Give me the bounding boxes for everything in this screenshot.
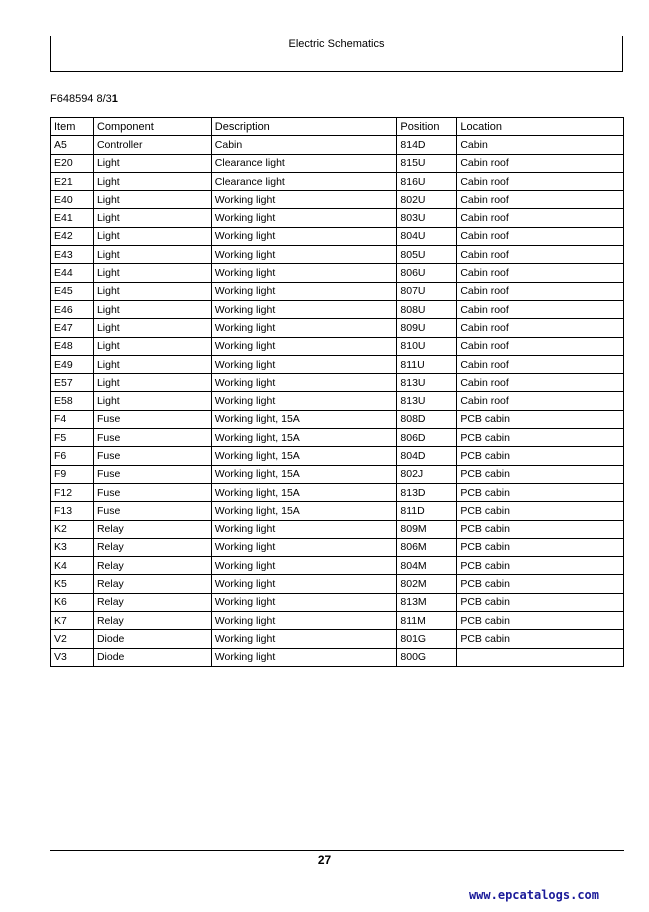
- component-cell: Fuse: [93, 483, 211, 501]
- item-cell: E46: [51, 300, 94, 318]
- table-row: [51, 337, 624, 355]
- table-row: [51, 300, 624, 318]
- position-cell: 809M: [397, 520, 457, 538]
- location-cell: Cabin roof: [457, 209, 624, 227]
- location-cell: [457, 648, 624, 666]
- location-cell: PCB cabin: [457, 557, 624, 575]
- location-cell: PCB cabin: [457, 630, 624, 648]
- location-cell: Cabin roof: [457, 319, 624, 337]
- component-cell: Fuse: [93, 502, 211, 520]
- location-cell: Cabin: [457, 136, 624, 154]
- component-cell: Light: [93, 227, 211, 245]
- component-cell: Controller: [93, 136, 211, 154]
- table-row: [51, 557, 624, 575]
- description-cell: Working light: [211, 593, 397, 611]
- location-cell: PCB cabin: [457, 520, 624, 538]
- document-code: F648594 8/3: [50, 93, 112, 105]
- location-cell: PCB cabin: [457, 429, 624, 447]
- item-cell: F4: [51, 410, 94, 428]
- position-cell: 808D: [397, 410, 457, 428]
- item-cell: E41: [51, 209, 94, 227]
- component-cell: Relay: [93, 520, 211, 538]
- position-cell: 811U: [397, 355, 457, 373]
- column-header-item: Item: [51, 118, 94, 136]
- description-cell: Working light, 15A: [211, 447, 397, 465]
- component-cell: Relay: [93, 612, 211, 630]
- location-cell: Cabin roof: [457, 355, 624, 373]
- table-row: [51, 429, 624, 447]
- position-cell: 806U: [397, 264, 457, 282]
- component-cell: Fuse: [93, 447, 211, 465]
- column-header-component: Component: [93, 118, 211, 136]
- component-cell: Light: [93, 392, 211, 410]
- description-cell: Clearance light: [211, 154, 397, 172]
- item-cell: E44: [51, 264, 94, 282]
- item-cell: K2: [51, 520, 94, 538]
- description-cell: Working light: [211, 282, 397, 300]
- footer-divider: [50, 850, 624, 851]
- description-cell: Working light: [211, 575, 397, 593]
- table-row: [51, 154, 624, 172]
- table-row: [51, 355, 624, 373]
- description-cell: Cabin: [211, 136, 397, 154]
- description-cell: Working light: [211, 374, 397, 392]
- description-cell: Working light: [211, 319, 397, 337]
- document-reference: [50, 93, 118, 105]
- component-cell: Light: [93, 319, 211, 337]
- description-cell: Working light: [211, 538, 397, 556]
- description-cell: Working light: [211, 337, 397, 355]
- component-cell: Light: [93, 154, 211, 172]
- location-cell: PCB cabin: [457, 593, 624, 611]
- table-body: [51, 136, 624, 667]
- position-cell: 813M: [397, 593, 457, 611]
- component-cell: Light: [93, 374, 211, 392]
- description-cell: Working light: [211, 246, 397, 264]
- watermark: www.epcatalogs.com: [468, 888, 599, 902]
- table-row: [51, 319, 624, 337]
- table-row: [51, 520, 624, 538]
- position-cell: 809U: [397, 319, 457, 337]
- position-cell: 804M: [397, 557, 457, 575]
- location-cell: PCB cabin: [457, 612, 624, 630]
- component-cell: Relay: [93, 557, 211, 575]
- component-cell: Fuse: [93, 429, 211, 447]
- location-cell: Cabin roof: [457, 172, 624, 190]
- description-cell: Working light: [211, 227, 397, 245]
- item-cell: F12: [51, 483, 94, 501]
- description-cell: Working light: [211, 355, 397, 373]
- item-cell: F13: [51, 502, 94, 520]
- location-cell: PCB cabin: [457, 502, 624, 520]
- component-cell: Light: [93, 264, 211, 282]
- component-cell: Light: [93, 337, 211, 355]
- table-row: [51, 209, 624, 227]
- location-cell: Cabin roof: [457, 191, 624, 209]
- component-cell: Fuse: [93, 410, 211, 428]
- table-row: [51, 612, 624, 630]
- description-cell: Working light: [211, 191, 397, 209]
- position-cell: 806D: [397, 429, 457, 447]
- description-cell: Working light, 15A: [211, 429, 397, 447]
- component-cell: Light: [93, 282, 211, 300]
- position-cell: 816U: [397, 172, 457, 190]
- position-cell: 801G: [397, 630, 457, 648]
- item-cell: K4: [51, 557, 94, 575]
- component-cell: Fuse: [93, 465, 211, 483]
- document-code-suffix: 1: [111, 93, 118, 105]
- item-cell: F5: [51, 429, 94, 447]
- column-header-position: Position: [397, 118, 457, 136]
- table-row: [51, 191, 624, 209]
- location-cell: Cabin roof: [457, 227, 624, 245]
- location-cell: Cabin roof: [457, 154, 624, 172]
- components-table: [50, 117, 624, 667]
- item-cell: E49: [51, 355, 94, 373]
- location-cell: Cabin roof: [457, 300, 624, 318]
- item-cell: F6: [51, 447, 94, 465]
- table-row: [51, 593, 624, 611]
- table-row: [51, 483, 624, 501]
- location-cell: PCB cabin: [457, 538, 624, 556]
- table-row: [51, 374, 624, 392]
- page-header: [50, 36, 623, 72]
- item-cell: K3: [51, 538, 94, 556]
- component-cell: Relay: [93, 593, 211, 611]
- table-row: [51, 136, 624, 154]
- table-row: [51, 410, 624, 428]
- component-cell: Light: [93, 246, 211, 264]
- table-row: [51, 392, 624, 410]
- item-cell: E58: [51, 392, 94, 410]
- page-number: 27: [317, 853, 332, 867]
- position-cell: 808U: [397, 300, 457, 318]
- item-cell: E40: [51, 191, 94, 209]
- position-cell: 802J: [397, 465, 457, 483]
- description-cell: Working light: [211, 557, 397, 575]
- table-row: [51, 227, 624, 245]
- table-row: [51, 465, 624, 483]
- item-cell: E48: [51, 337, 94, 355]
- position-cell: 814D: [397, 136, 457, 154]
- location-cell: Cabin roof: [457, 246, 624, 264]
- location-cell: Cabin roof: [457, 337, 624, 355]
- location-cell: PCB cabin: [457, 410, 624, 428]
- item-cell: K6: [51, 593, 94, 611]
- position-cell: 815U: [397, 154, 457, 172]
- item-cell: V2: [51, 630, 94, 648]
- table-row: [51, 172, 624, 190]
- table-row: [51, 575, 624, 593]
- table-row: [51, 447, 624, 465]
- component-cell: Diode: [93, 630, 211, 648]
- position-cell: 813D: [397, 483, 457, 501]
- column-header-location: Location: [457, 118, 624, 136]
- description-cell: Working light: [211, 648, 397, 666]
- location-cell: Cabin roof: [457, 374, 624, 392]
- location-cell: Cabin roof: [457, 282, 624, 300]
- description-cell: Clearance light: [211, 172, 397, 190]
- location-cell: PCB cabin: [457, 465, 624, 483]
- description-cell: Working light, 15A: [211, 410, 397, 428]
- item-cell: E57: [51, 374, 94, 392]
- component-cell: Relay: [93, 575, 211, 593]
- description-cell: Working light: [211, 520, 397, 538]
- position-cell: 810U: [397, 337, 457, 355]
- location-cell: PCB cabin: [457, 447, 624, 465]
- header-title: Electric Schematics: [288, 38, 385, 50]
- table-row: [51, 630, 624, 648]
- component-cell: Light: [93, 172, 211, 190]
- description-cell: Working light: [211, 300, 397, 318]
- position-cell: 811M: [397, 612, 457, 630]
- description-cell: Working light, 15A: [211, 483, 397, 501]
- description-cell: Working light: [211, 630, 397, 648]
- item-cell: E21: [51, 172, 94, 190]
- item-cell: E20: [51, 154, 94, 172]
- description-cell: Working light: [211, 209, 397, 227]
- table-row: [51, 648, 624, 666]
- position-cell: 813U: [397, 392, 457, 410]
- location-cell: PCB cabin: [457, 575, 624, 593]
- position-cell: 811D: [397, 502, 457, 520]
- position-cell: 803U: [397, 209, 457, 227]
- table-row: [51, 264, 624, 282]
- location-cell: PCB cabin: [457, 483, 624, 501]
- component-cell: Light: [93, 209, 211, 227]
- position-cell: 805U: [397, 246, 457, 264]
- description-cell: Working light: [211, 264, 397, 282]
- item-cell: F9: [51, 465, 94, 483]
- position-cell: 813U: [397, 374, 457, 392]
- component-cell: Relay: [93, 538, 211, 556]
- table-row: [51, 502, 624, 520]
- location-cell: Cabin roof: [457, 264, 624, 282]
- item-cell: A5: [51, 136, 94, 154]
- description-cell: Working light: [211, 612, 397, 630]
- item-cell: V3: [51, 648, 94, 666]
- position-cell: 800G: [397, 648, 457, 666]
- component-cell: Diode: [93, 648, 211, 666]
- table-row: [51, 246, 624, 264]
- position-cell: 806M: [397, 538, 457, 556]
- component-cell: Light: [93, 300, 211, 318]
- column-header-description: Description: [211, 118, 397, 136]
- position-cell: 807U: [397, 282, 457, 300]
- component-cell: Light: [93, 191, 211, 209]
- description-cell: Working light, 15A: [211, 502, 397, 520]
- description-cell: Working light: [211, 392, 397, 410]
- item-cell: E45: [51, 282, 94, 300]
- description-cell: Working light, 15A: [211, 465, 397, 483]
- item-cell: E42: [51, 227, 94, 245]
- item-cell: K7: [51, 612, 94, 630]
- item-cell: E43: [51, 246, 94, 264]
- location-cell: Cabin roof: [457, 392, 624, 410]
- component-cell: Light: [93, 355, 211, 373]
- position-cell: 804D: [397, 447, 457, 465]
- position-cell: 804U: [397, 227, 457, 245]
- table-header-row: [51, 118, 624, 136]
- item-cell: K5: [51, 575, 94, 593]
- position-cell: 802M: [397, 575, 457, 593]
- table-row: [51, 538, 624, 556]
- position-cell: 802U: [397, 191, 457, 209]
- item-cell: E47: [51, 319, 94, 337]
- table-row: [51, 282, 624, 300]
